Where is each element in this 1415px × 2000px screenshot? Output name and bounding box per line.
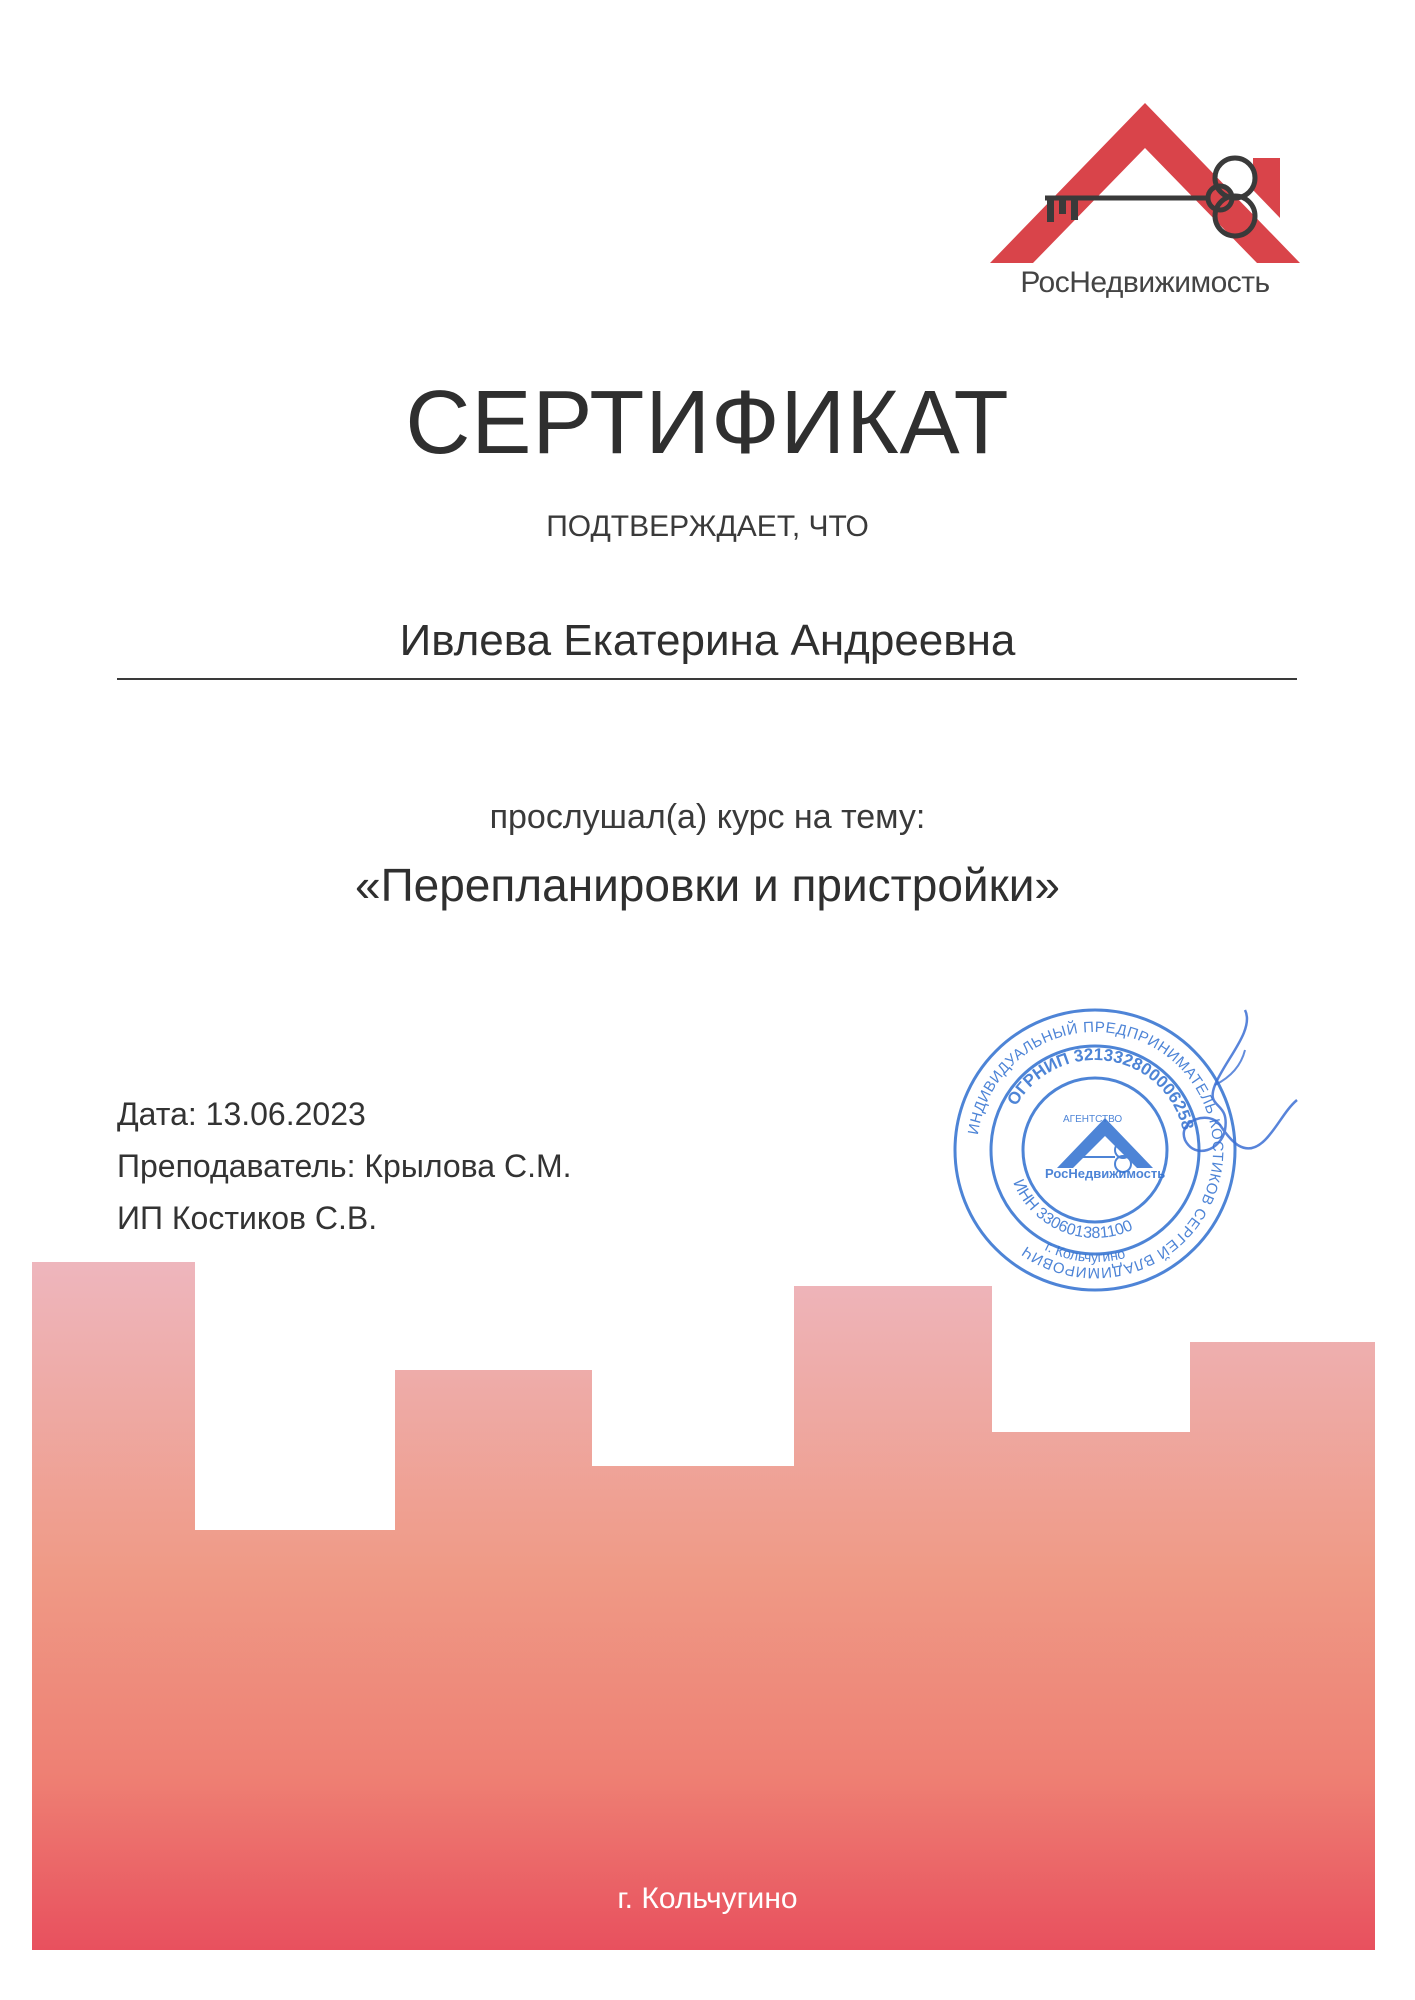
logo-brand-name: РосНедвижимость bbox=[1020, 266, 1270, 299]
stamp-outer-text: ИНДИВИДУАЛЬНЫЙ ПРЕДПРИНИМАТЕЛЬ КОСТИКОВ СЕРГЕЙ ВЛАДИМИРОВИЧ bbox=[964, 1018, 1227, 1282]
attended-text: прослушал(а) курс на тему: bbox=[489, 798, 926, 836]
stamp-ogrnip: ОГРНИП 321332800006258 bbox=[1003, 1044, 1198, 1132]
stamp-agency-label: АГЕНТСТВО bbox=[1063, 1114, 1123, 1125]
recipient-name: Ивлева Екатерина Андреевна bbox=[399, 616, 1016, 665]
teacher-line: Преподаватель: Крылова С.М. bbox=[117, 1148, 572, 1184]
stamp-city: г. Кольчугино bbox=[1042, 1238, 1127, 1266]
signature bbox=[1105, 990, 1305, 1190]
entrepreneur-line: ИП Костиков С.В. bbox=[117, 1200, 378, 1236]
stamp-inn: ИНН 330601381100 bbox=[1009, 1176, 1136, 1243]
company-logo bbox=[985, 98, 1305, 308]
date-line: Дата: 13.06.2023 bbox=[117, 1096, 366, 1132]
stamp-agency-name: РосНедвижимость bbox=[1045, 1166, 1166, 1181]
name-underline bbox=[117, 678, 1297, 680]
certificate-details bbox=[117, 1088, 572, 1244]
confirms-text: ПОДТВЕРЖДАЕТ, ЧТО bbox=[546, 510, 869, 543]
footer-city: г. Кольчугино bbox=[617, 1882, 798, 1915]
decorative-skyline bbox=[32, 1262, 1375, 1950]
course-title: «Перепланировки и пристройки» bbox=[354, 859, 1061, 911]
certificate-title: СЕРТИФИКАТ bbox=[405, 373, 1010, 473]
roof-key-icon bbox=[985, 98, 1305, 268]
